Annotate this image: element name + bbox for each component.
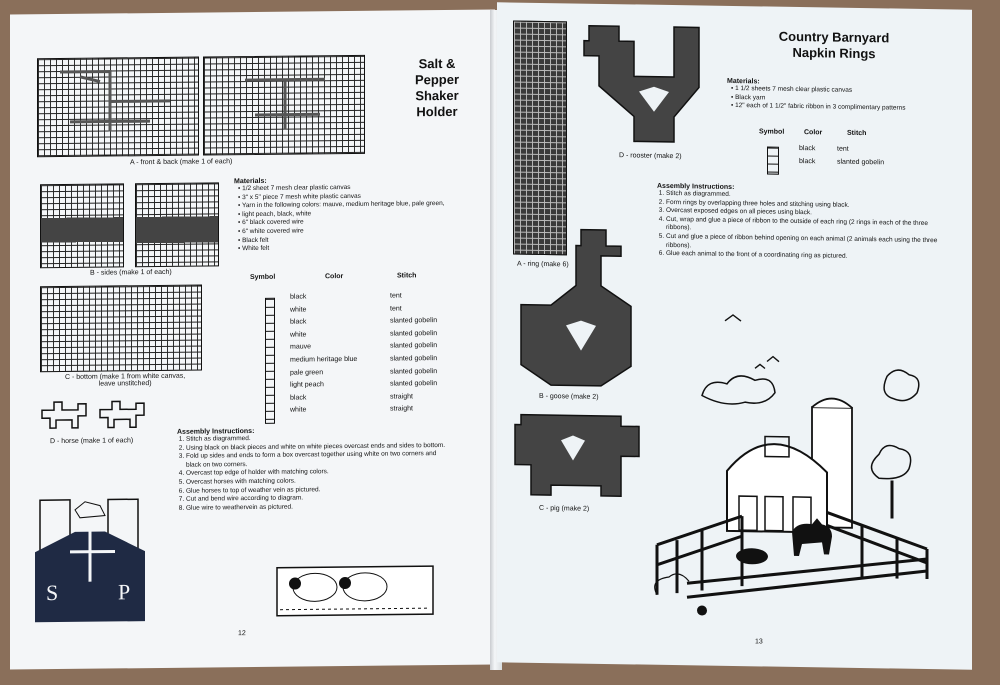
legend-row <box>290 403 450 417</box>
assembly-step-right-4: 4. Cut, wrap and glue a piece of ribbon to the outside of each ring (2 rings in each of the three ribbons). <box>666 216 947 238</box>
chart-ring <box>513 21 567 256</box>
material-item-1: • 1/2 sheet 7 mesh clear plastic canvas <box>238 183 351 193</box>
pig-chart <box>511 404 643 500</box>
assembly-step-3: 3. Fold up sides and ends to form a box overcast together using white on two corners and black on two corners. <box>186 450 447 470</box>
material-item-right-3: • 12" each of 1 1/2" fabric ribbon in 3 complimentary patterns <box>731 102 906 112</box>
assembly-step-2: 2. Using black on black pieces and white on white pieces overcast ends and sides to bottom. <box>186 442 447 453</box>
right-title-line-1: Country Barnyard <box>778 28 890 46</box>
page-number-right: 13 <box>755 638 763 646</box>
legend-stitch: slanted gobelin <box>390 355 438 363</box>
legend-stitch: slanted gobelin <box>390 317 438 325</box>
horse-chart-2 <box>98 397 148 434</box>
legend-stitch: straight <box>390 393 413 401</box>
caption-bottom-line-2: leave unstitched) <box>98 380 152 388</box>
title-line-3: Shaker <box>415 87 459 104</box>
legend-stitch: tent <box>390 292 402 300</box>
legend-color: medium heritage blue <box>290 355 358 364</box>
legend-left <box>250 272 450 414</box>
legend-stitch: slanted gobelin <box>390 329 438 338</box>
goose-chart <box>511 224 641 394</box>
legend-color: black <box>290 394 307 402</box>
materials-left <box>234 176 445 254</box>
caption-rooster: D - rooster (make 2) <box>619 152 682 161</box>
caption-bottom <box>65 373 185 388</box>
material-item-4: • light peach, black, white <box>238 210 312 218</box>
legend-stitch: slanted gobelin <box>390 380 438 388</box>
assembly-steps-right <box>657 190 947 263</box>
weathervane-motif-front <box>50 61 180 142</box>
legend-stitch: tent <box>837 145 849 153</box>
legend-right <box>759 128 899 166</box>
material-item-7: • Black felt <box>238 236 269 244</box>
assembly-step-7: 7. Cut and bend wire according to diagram. <box>186 493 447 504</box>
assembly-right <box>657 183 947 263</box>
material-item-3: • Yarn in the following colors: mauve, medium heritage blue, pale green, <box>238 200 445 210</box>
legend-color: white <box>290 331 307 339</box>
assembly-step-1: 1. Stitch as diagrammed. <box>186 433 447 444</box>
legend-stitch: slanted gobelin <box>390 342 438 350</box>
left-page-title <box>392 56 482 121</box>
legend-header-stitch: Stitch <box>397 272 417 280</box>
chart-side-1 <box>40 183 124 268</box>
materials-right <box>727 78 906 114</box>
assembly-step-right-5: 5. Cut and glue a piece of ribbon behind opening on each animal (2 animals each using the three ribbons). <box>666 233 947 255</box>
assembly-step-right-2: 2. Form rings by overlapping three holes and stitching using black. <box>666 199 947 212</box>
title-line-1: Salt & <box>418 55 456 72</box>
legend-color: mauve <box>290 343 312 351</box>
horse-chart-1 <box>40 398 90 435</box>
material-item-5: • 6" black covered wire <box>238 218 304 227</box>
assembly-step-right-3: 3. Overcast exposed edges on all pieces using black. <box>666 207 947 220</box>
chart-bottom <box>40 285 202 373</box>
assembly-step-6: 6. Glue horses to top of weather vein as pictured. <box>186 485 447 496</box>
legend-right-header-stitch: Stitch <box>847 129 867 138</box>
materials-heading: Materials: <box>234 177 267 186</box>
materials-heading-right: Materials: <box>727 77 760 86</box>
legend-stitch: straight <box>390 405 413 413</box>
sheep-box-illustration <box>275 562 435 618</box>
rooster-chart <box>579 16 709 148</box>
page-number-left: 12 <box>238 630 246 638</box>
assembly-heading-right: Assembly Instructions: <box>657 182 735 191</box>
legend-color: light peach <box>290 381 324 389</box>
legend-header-symbol: Symbol <box>250 273 276 282</box>
caption-sides: B - sides (make 1 of each) <box>90 268 172 277</box>
title-line-4: Holder <box>416 103 458 120</box>
caption-ring: A - ring (make 6) <box>517 260 569 269</box>
material-item-8: • White felt <box>238 244 270 253</box>
shaker-holder-illustration <box>30 491 150 632</box>
letter-s: S <box>46 580 59 606</box>
caption-bottom-line-1: C - bottom (make 1 from white canvas, <box>65 372 186 381</box>
material-item-right-1: • 1 1/2 sheets 7 mesh clear plastic canvas <box>731 84 853 94</box>
barnyard-illustration <box>647 305 957 630</box>
legend-color: white <box>290 306 307 314</box>
assembly-step-8: 8. Glue wire to weathervein as pictured. <box>186 502 447 513</box>
chart-side-2 <box>135 182 219 267</box>
materials-list <box>234 183 445 254</box>
right-title-line-2: Napkin Rings <box>792 44 876 62</box>
caption-horse: D - horse (make 1 of each) <box>50 437 134 446</box>
left-page <box>10 9 495 669</box>
material-item-right-2: • Black yarn <box>731 93 766 102</box>
legend-right-symbol <box>767 147 779 175</box>
assembly-heading: Assembly Instructions: <box>177 427 255 436</box>
right-page-title <box>759 28 909 62</box>
material-item-6: • 6" white covered wire <box>238 227 304 236</box>
weathervane-motif-back <box>225 59 345 140</box>
legend-color: pale green <box>290 368 324 377</box>
assembly-step-4: 4. Overcast top edge of holder with matching colors. <box>186 467 447 478</box>
legend-symbol-strip <box>265 298 275 424</box>
legend-right-header-symbol: Symbol <box>759 128 785 136</box>
legend-header-color: Color <box>325 273 344 281</box>
legend-right-header-color: Color <box>804 129 823 137</box>
assembly-step-right-6: 6. Glue each animal to the front of a coordinating ring as pictured. <box>666 250 947 263</box>
legend-color: black <box>290 293 307 301</box>
title-line-2: Pepper <box>414 71 460 88</box>
legend-stitch: slanted gobelin <box>837 158 885 166</box>
caption-front-back: A - front & back (make 1 of each) <box>130 158 233 167</box>
legend-color: black <box>290 318 307 326</box>
right-page <box>497 2 972 669</box>
letter-p: P <box>118 579 131 605</box>
assembly-left <box>177 426 447 513</box>
legend-color: black <box>799 157 816 165</box>
legend-stitch: tent <box>390 305 402 313</box>
legend-row <box>799 156 909 170</box>
assembly-steps <box>177 433 447 513</box>
caption-goose: B - goose (make 2) <box>539 392 599 401</box>
legend-color: black <box>799 145 816 153</box>
assembly-step-5: 5. Overcast horses with matching colors. <box>186 476 447 487</box>
assembly-step-right-1: 1. Stitch as diagrammed. <box>666 190 947 203</box>
materials-list-right <box>727 85 906 114</box>
caption-pig: C - pig (make 2) <box>539 504 590 513</box>
legend-stitch: slanted gobelin <box>390 367 438 376</box>
material-item-2: • 3" x 5" piece 7 mesh white plastic canvas <box>238 192 361 201</box>
legend-color: white <box>290 406 307 414</box>
